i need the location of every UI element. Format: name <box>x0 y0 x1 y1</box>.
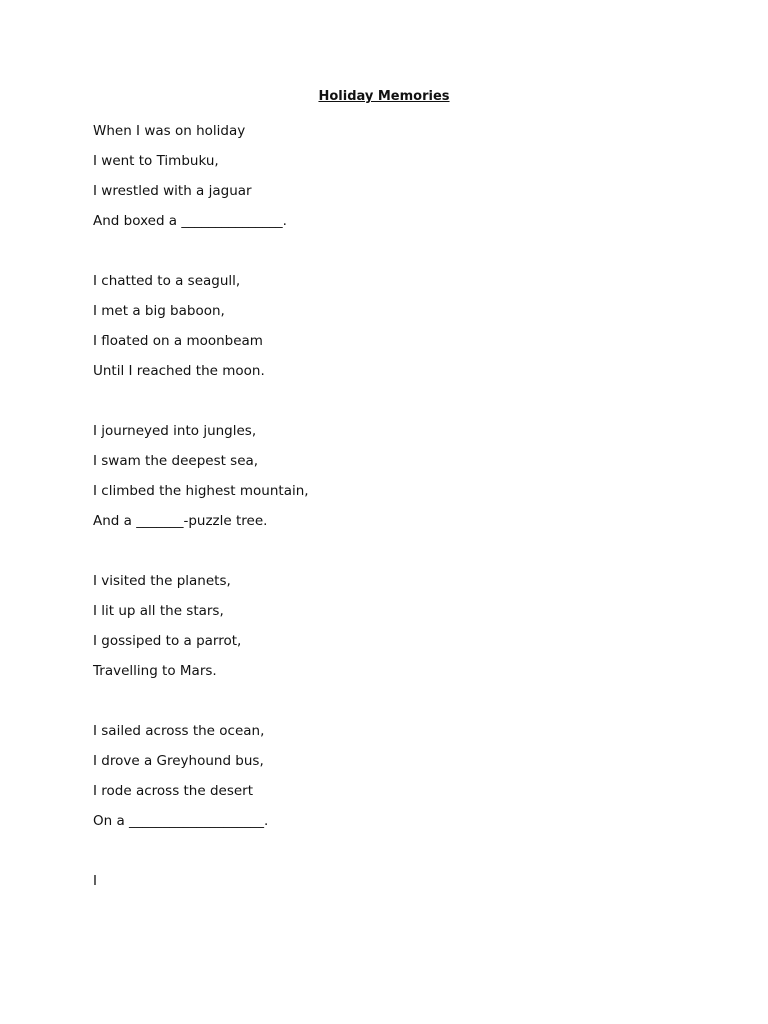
poem-line: I sailed across the ocean, <box>93 723 265 739</box>
poem-line: I swam the deepest sea, <box>93 453 259 469</box>
poem-body <box>93 116 693 926</box>
stanza-2 <box>93 266 693 386</box>
poem-line: When I was on holiday <box>93 123 246 139</box>
poem-line: I climbed the highest mountain, <box>93 483 309 499</box>
poem-line: I wrestled with a jaguar <box>93 183 252 199</box>
poem-title: Holiday Memories <box>318 89 450 104</box>
poem-line: I drove a Greyhound bus, <box>93 753 264 769</box>
poem-line: Travelling to Mars. <box>93 663 217 679</box>
poem-line: I lit up all the stars, <box>93 603 224 619</box>
stanza-5 <box>93 716 693 836</box>
poem-line: And a _______-puzzle tree. <box>93 513 268 529</box>
stanza-4 <box>93 566 693 686</box>
poem-line: And boxed a _______________. <box>93 213 287 229</box>
poem-line: On a ____________________. <box>93 813 269 829</box>
poem-line: I journeyed into jungles, <box>93 423 257 439</box>
poem-line: I floated on a moonbeam <box>93 333 263 349</box>
poem-line: I met a big baboon, <box>93 303 225 319</box>
poem-line: I chatted to a seagull, <box>93 273 241 289</box>
poem-line: I gossiped to a parrot, <box>93 633 242 649</box>
stanza-3 <box>93 416 693 536</box>
stanza-6 <box>93 866 693 896</box>
poem-line: I rode across the desert <box>93 783 254 799</box>
poem-line: Until I reached the moon. <box>93 363 265 379</box>
poem-line: I <box>93 873 97 889</box>
stanza-1 <box>93 116 693 236</box>
poem-line: I visited the planets, <box>93 573 231 589</box>
poem-line: I went to Timbuku, <box>93 153 219 169</box>
